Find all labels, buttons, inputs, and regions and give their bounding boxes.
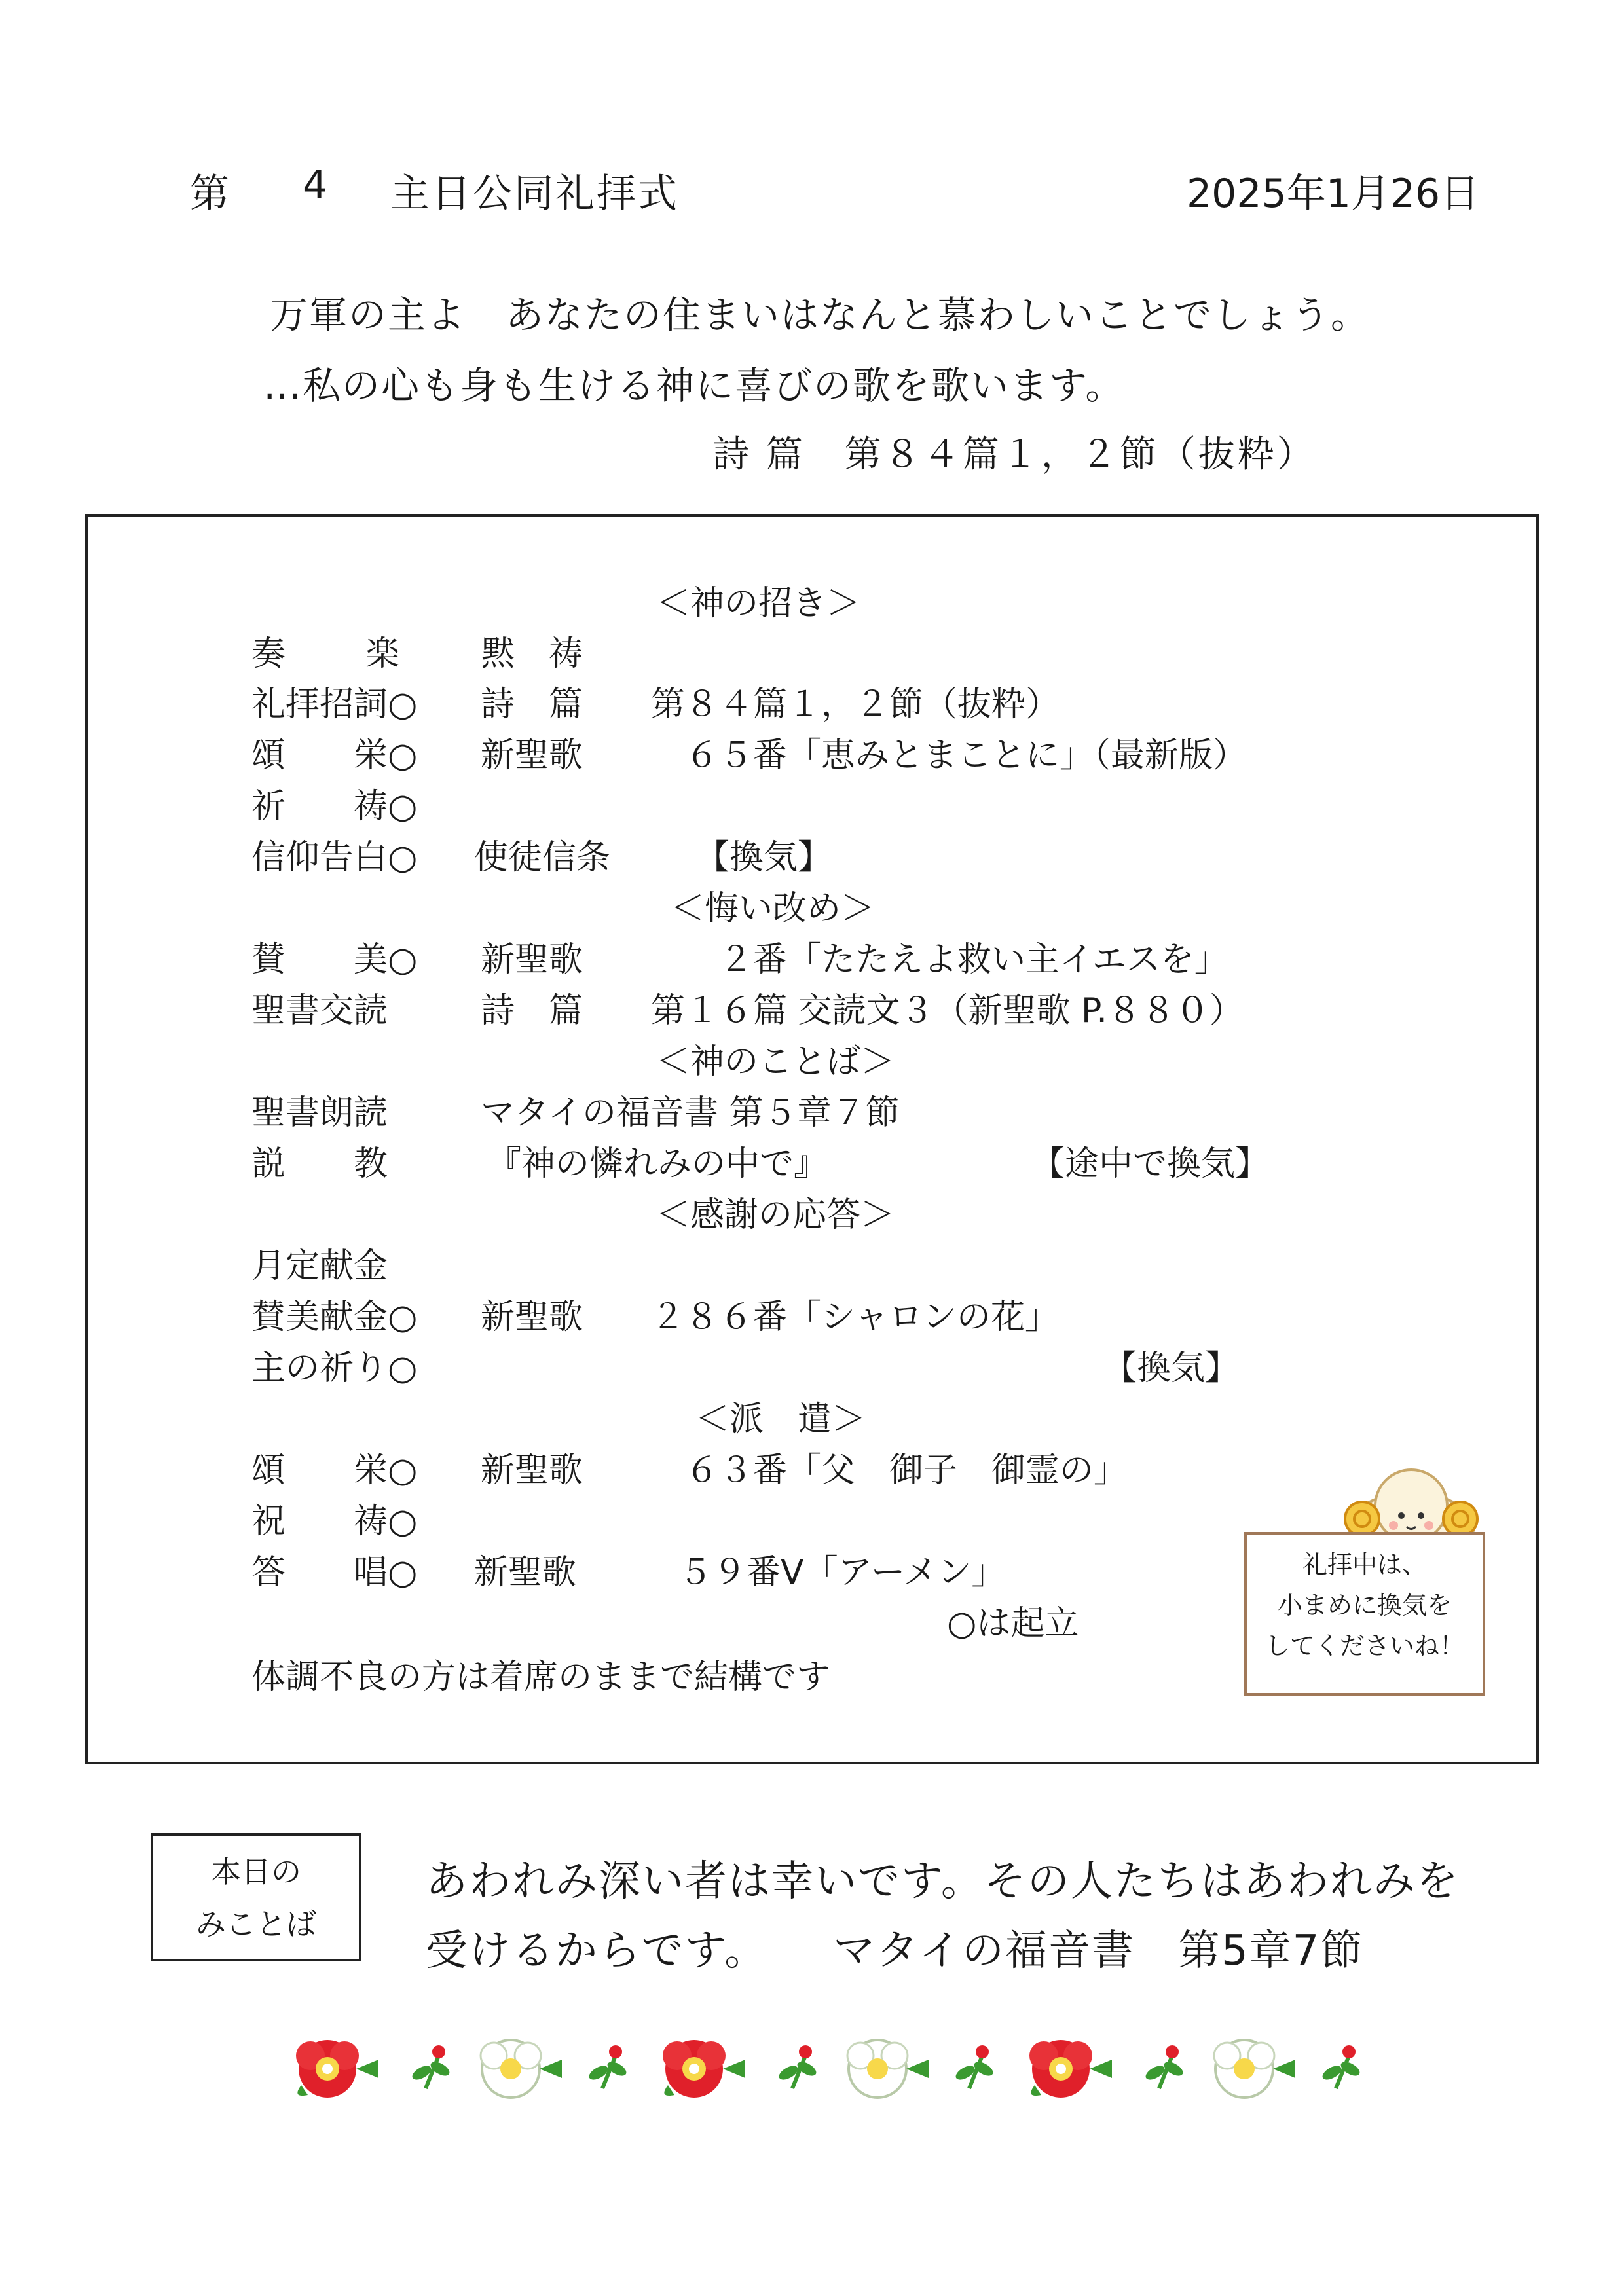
camellia-border [275, 2030, 1375, 2108]
leaf-sprig-icon [777, 2045, 819, 2088]
item-call-to-worship: 礼拝招詞○ [251, 685, 418, 724]
service-title: 主日公同礼拝式 [390, 171, 679, 217]
item-doxology: 頌 栄○ [251, 736, 418, 775]
leaf-sprig-icon [953, 2045, 995, 2088]
section-word-of-god: ＜神のことば＞ [656, 1042, 895, 1082]
section-thanksgiving: ＜感謝の応答＞ [656, 1195, 895, 1235]
item-scripture-reading: 聖書朗読 [251, 1093, 388, 1133]
item-doxology-detail: 新聖歌 ６５番「恵みとまことに」（最新版） [481, 736, 1247, 775]
item-closing-doxology: 頌 栄○ [251, 1451, 418, 1490]
item-responsive-reading-detail: 詩 篇 第１６篇 交読文３（新聖歌 P.８８０） [481, 991, 1244, 1030]
item-praise-detail: 新聖歌 ２番「たたえよ救い主イエスを」 [481, 940, 1228, 979]
red-camellia-icon [1029, 2040, 1112, 2098]
item-lords-prayer: 主の祈り○ [251, 1349, 418, 1388]
item-prelude-detail: 黙 祷 [481, 634, 583, 674]
leaf-sprig-icon [1143, 2045, 1185, 2088]
item-benediction: 祝 祷○ [251, 1502, 418, 1541]
item-call-to-worship-detail: 詩 篇 第８４篇１，２節（抜粋） [481, 685, 1060, 724]
section-sending: ＜派 遣＞ [695, 1400, 866, 1439]
leaf-sprig-icon [1320, 2045, 1362, 2088]
item-creed: 信仰告白○ [251, 838, 418, 877]
red-camellia-icon [663, 2040, 745, 2098]
white-camellia-icon [1214, 2040, 1295, 2098]
today-word-line-2: 受けるからです。 マタイの福音書 第5章7節 [426, 1927, 1364, 1975]
item-response-detail: 新聖歌 ５９番Ⅴ「アーメン」 [474, 1553, 1006, 1592]
today-word-label-1: 本日の [211, 1854, 301, 1889]
item-sermon: 説 教 [251, 1144, 388, 1184]
verse-reference: 詩 篇 第８４篇１，２節（抜粋） [712, 433, 1316, 476]
verse-line-2: …私の心も身も生ける神に喜びの歌を歌います。 [263, 363, 1125, 408]
white-camellia-icon [847, 2040, 929, 2098]
item-praise: 賛 美○ [251, 940, 418, 979]
ventilation-sign [1244, 1532, 1485, 1696]
item-scripture-reading-detail: マタイの福音書 第５章７節 [481, 1093, 900, 1133]
today-word-label-box [151, 1833, 361, 1961]
header-number: 4 [303, 162, 328, 208]
today-word-label-2: みことば [196, 1906, 316, 1942]
item-prayer: 祈 祷○ [251, 787, 418, 826]
item-response: 答 唱○ [251, 1553, 418, 1592]
section-call-to-worship: ＜神の招き＞ [656, 584, 861, 623]
header-dai: 第 [190, 171, 229, 217]
item-closing-doxology-detail: 新聖歌 ６３番「父 御子 御霊の」 [481, 1451, 1128, 1490]
item-sermon-title: 『神の憐れみの中で』 [487, 1144, 828, 1184]
sign-line-2: 小まめに換気を [1277, 1591, 1452, 1620]
item-monthly-offering: 月定献金 [251, 1247, 388, 1286]
service-date: 2025年1月26日 [1187, 171, 1480, 217]
sign-line-1: 礼拝中は、 [1302, 1550, 1427, 1579]
item-creed-detail: 使徒信条 【換気】 [474, 838, 832, 877]
item-prelude: 奏 楽 [251, 634, 404, 674]
standing-note: ○は起立 [947, 1604, 1079, 1643]
red-camellia-icon [296, 2040, 378, 2098]
item-responsive-reading: 聖書交読 [251, 991, 388, 1030]
section-repentance: ＜悔い改め＞ [671, 889, 876, 928]
today-word-line-1: あわれみ深い者は幸いです。その人たちはあわれみを [426, 1857, 1460, 1906]
leaf-sprig-icon [410, 2045, 452, 2088]
item-praise-offering: 賛美献金○ [251, 1298, 418, 1337]
health-note: 体調不良の方は着席のままで結構です [251, 1658, 831, 1697]
item-lords-prayer-note: 【換気】 [1103, 1349, 1240, 1388]
item-sermon-note: 【途中で換気】 [1031, 1144, 1270, 1184]
white-camellia-icon [481, 2040, 562, 2098]
item-praise-offering-detail: 新聖歌 ２８６番「シャロンの花」 [481, 1298, 1059, 1337]
verse-line-1: 万軍の主よ あなたの住まいはなんと慕わしいことでしょう。 [270, 293, 1371, 337]
leaf-sprig-icon [587, 2045, 629, 2088]
sign-line-3: してくださいね！ [1264, 1631, 1464, 1660]
